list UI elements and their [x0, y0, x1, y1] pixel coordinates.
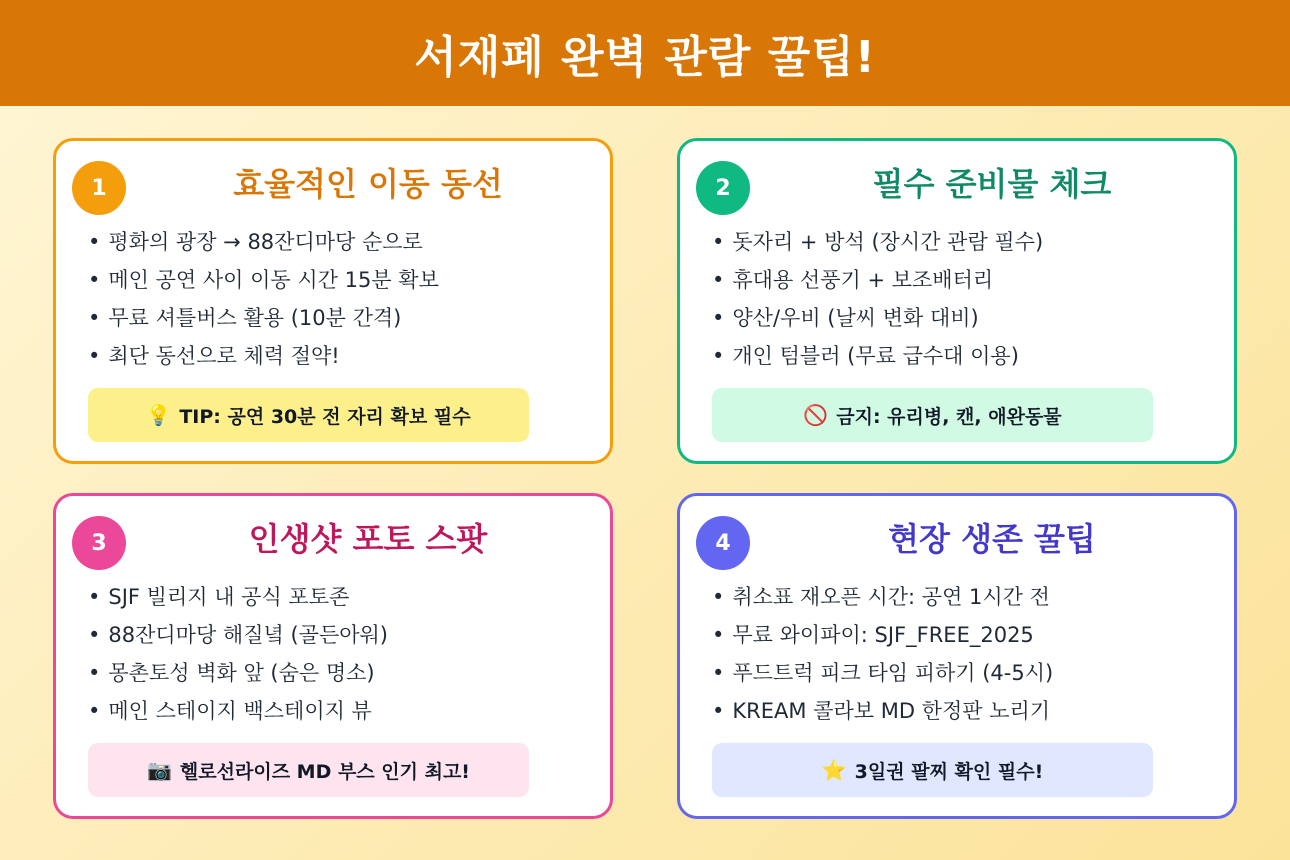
tip-box: [712, 388, 1153, 442]
bullet-icon: •: [712, 344, 725, 368]
bullet-icon: •: [712, 230, 725, 254]
list-item: • 최단 동선으로 체력 절약!: [88, 344, 340, 368]
tip-text: 3일권 팔찌 확인 필수!: [854, 760, 1044, 783]
card-list: [88, 578, 388, 730]
card-title: 현장 생존 꿀팁: [888, 520, 1096, 558]
list-item: • 메인 스테이지 백스테이지 뷰: [88, 699, 372, 723]
list-item: • 몽촌토성 벽화 앞 (숨은 명소): [88, 661, 375, 685]
bullet-icon: •: [712, 623, 725, 647]
card-number-badge: 4: [696, 516, 750, 570]
list-item: • 양산/우비 (날씨 변화 대비): [712, 306, 979, 330]
card-list: [88, 223, 439, 375]
list-item: • KREAM 콜라보 MD 한정판 노리기: [712, 699, 1051, 723]
card-list: [712, 578, 1053, 730]
list-item: • 무료 셔틀버스 활용 (10분 간격): [88, 306, 402, 330]
list-item: • 취소표 재오픈 시간: 공연 1시간 전: [712, 585, 1050, 609]
card-title: 효율적인 이동 동선: [233, 165, 503, 203]
tip-text: TIP: 공연 30분 전 자리 확보 필수: [179, 405, 471, 428]
list-item: • SJF 빌리지 내 공식 포토존: [88, 585, 350, 609]
bullet-icon: •: [88, 699, 101, 723]
card-number-badge: 1: [72, 161, 126, 215]
bullet-icon: •: [712, 585, 725, 609]
bullet-icon: •: [712, 268, 725, 292]
tip-text: 헬로선라이즈 MD 부스 인기 최고!: [179, 760, 470, 783]
card-photo-spots: [53, 493, 613, 819]
card-number-badge: 3: [72, 516, 126, 570]
list-item: • 휴대용 선풍기 + 보조배터리: [712, 268, 994, 292]
bullet-icon: •: [88, 661, 101, 685]
card-title: 필수 준비물 체크: [872, 165, 1112, 203]
camera-icon: 📷: [147, 758, 172, 782]
list-item: • 무료 와이파이: SJF_FREE_2025: [712, 623, 1034, 647]
card-number-badge: 2: [696, 161, 750, 215]
bullet-icon: •: [88, 344, 101, 368]
list-item: • 개인 텀블러 (무료 급수대 이용): [712, 344, 1019, 368]
card-essentials-check: [677, 138, 1237, 464]
tip-box: [88, 388, 529, 442]
card-efficient-route: [53, 138, 613, 464]
list-item: • 푸드트럭 피크 타임 피하기 (4-5시): [712, 661, 1054, 685]
bullet-icon: •: [88, 230, 101, 254]
bullet-icon: •: [712, 661, 725, 685]
prohibited-icon: 🚫: [803, 403, 829, 427]
card-list: [712, 223, 1043, 375]
tip-box: [88, 743, 529, 797]
card-title: 인생샷 포토 스팟: [248, 520, 488, 558]
list-item: • 돗자리 + 방석 (장시간 관람 필수): [712, 230, 1044, 254]
bullet-icon: •: [88, 306, 101, 330]
tip-box: [712, 743, 1153, 797]
bullet-icon: •: [88, 623, 101, 647]
page-header: [0, 0, 1290, 106]
star-icon: ⭐: [821, 758, 847, 782]
list-item: • 평화의 광장 → 88잔디마당 순으로: [88, 230, 423, 254]
bullet-icon: •: [88, 268, 101, 292]
card-survival-tips: [677, 493, 1237, 819]
bullet-icon: •: [712, 699, 725, 723]
page-title: 서재페 완벽 관람 꿀팁!: [414, 32, 876, 83]
tip-text: 금지: 유리병, 캔, 애완동물: [836, 405, 1062, 428]
bullet-icon: •: [712, 306, 725, 330]
bullet-icon: •: [88, 585, 101, 609]
list-item: • 메인 공연 사이 이동 시간 15분 확보: [88, 268, 439, 292]
lightbulb-icon: 💡: [146, 403, 172, 427]
list-item: • 88잔디마당 해질녘 (골든아워): [88, 623, 388, 647]
